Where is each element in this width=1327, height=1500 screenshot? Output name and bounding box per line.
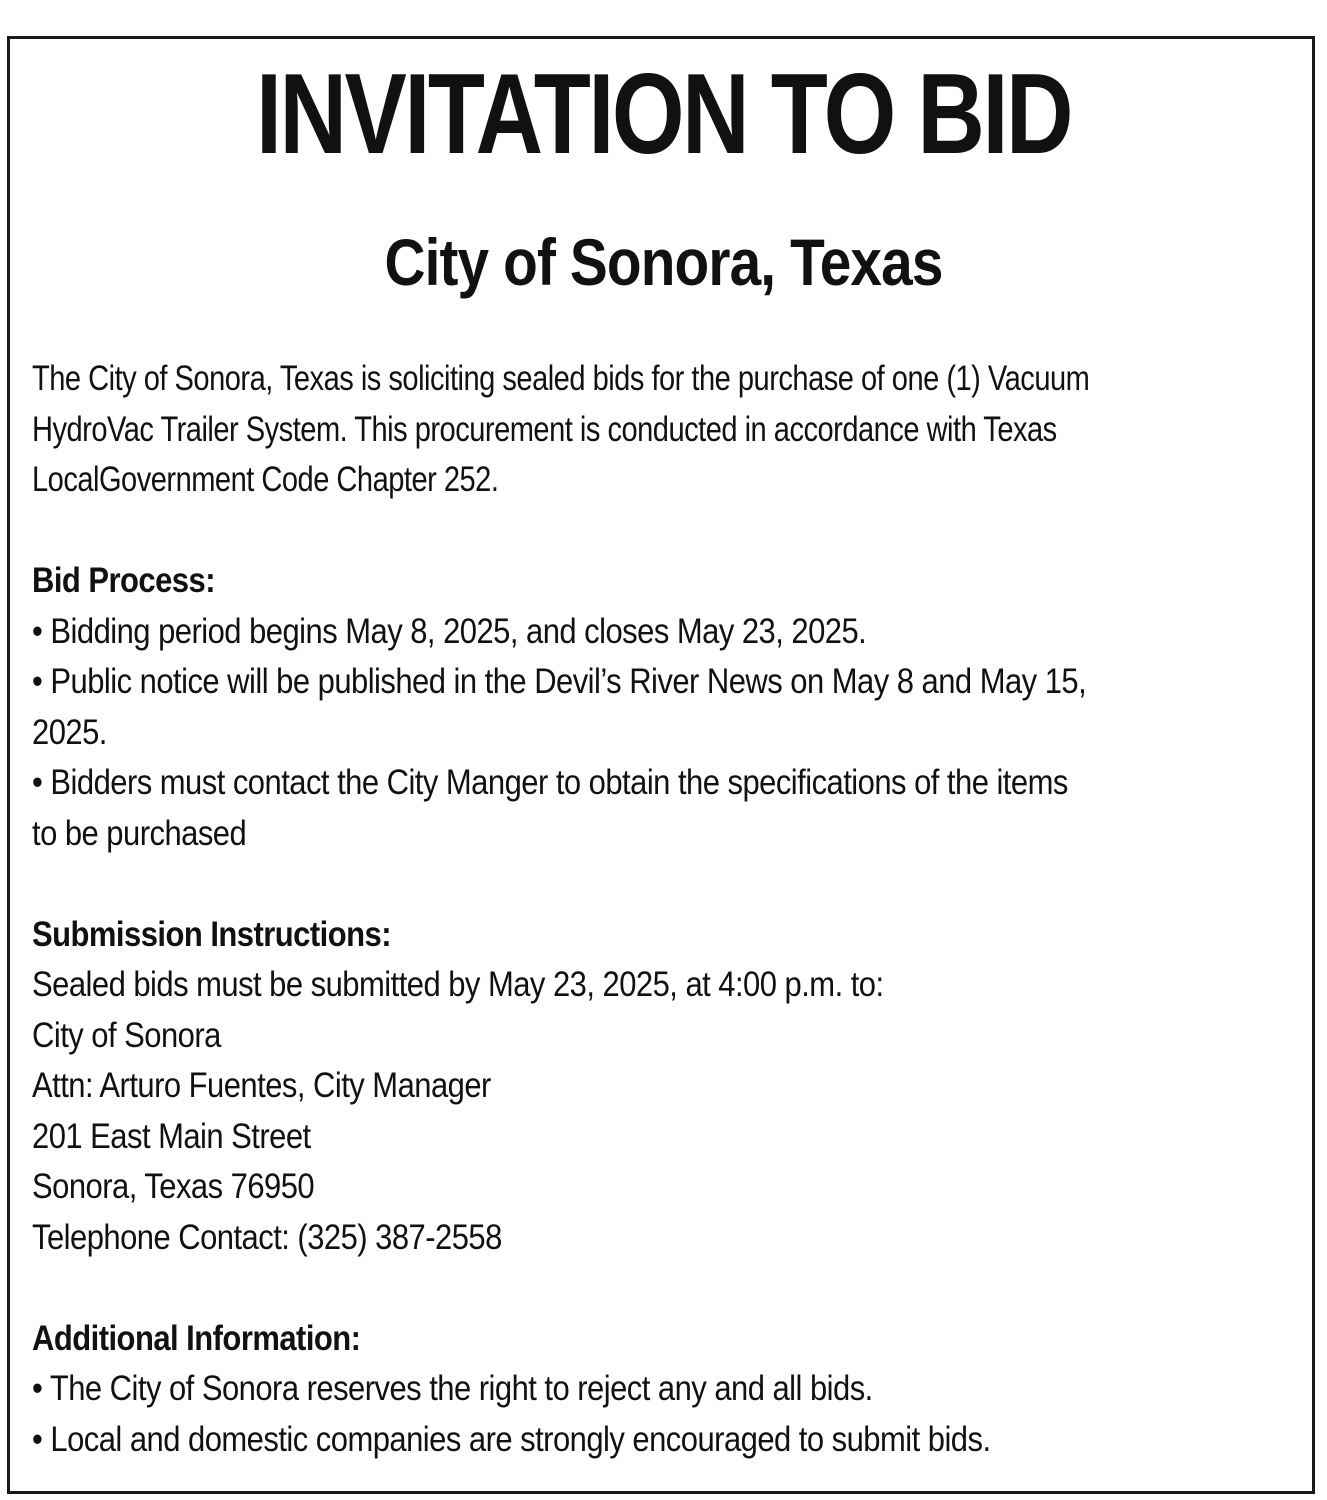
notice-subtitle: City of Sonora, Texas bbox=[384, 225, 943, 299]
additional-info-line: • Local and domestic companies are strongly encouraged to submit bids. bbox=[32, 1419, 991, 1459]
submission-line: City of Sonora bbox=[32, 1015, 221, 1055]
submission-line: Attn: Arturo Fuentes, City Manager bbox=[32, 1066, 491, 1105]
bid-process-section bbox=[32, 556, 1327, 859]
additional-info-line: • The City of Sonora reserves the right to reject any and all bids. bbox=[32, 1369, 873, 1408]
bid-process-line: • Bidding period begins May 8, 2025, and closes May 23, 2025. bbox=[32, 611, 867, 651]
bid-process-line: • Bidders must contact the City Manger to obtain the specifications of the items bbox=[32, 763, 1068, 802]
additional-info-heading: Additional Information: bbox=[32, 1318, 361, 1358]
intro-paragraph bbox=[32, 354, 1327, 506]
notice-title: INVITATION TO BID bbox=[255, 51, 1072, 178]
bid-process-line: • Public notice will be published in the Devil’s River News on May 8 and May 15, bbox=[32, 662, 1087, 701]
bid-process-heading: Bid Process: bbox=[32, 561, 215, 600]
intro-line: LocalGovernment Code Chapter 252. bbox=[32, 460, 499, 499]
bid-process-line: to be purchased bbox=[32, 813, 247, 853]
intro-line: The City of Sonora, Texas is soliciting sealed bids for the purchase of one (1) Vacuum bbox=[32, 359, 1090, 398]
submission-section bbox=[32, 910, 1327, 1264]
submission-line: Telephone Contact: (325) 387-2558 bbox=[32, 1217, 502, 1257]
submission-line: Sealed bids must be submitted by May 23, 2025, at 4:00 p.m. to: bbox=[32, 965, 884, 1004]
additional-info-section bbox=[32, 1314, 1327, 1466]
intro-line: HydroVac Trailer System. This procurement is conducted in accordance with Texas bbox=[32, 409, 1057, 449]
submission-line: Sonora, Texas 76950 bbox=[32, 1167, 315, 1206]
notice-body bbox=[32, 354, 1327, 1465]
bid-process-line: 2025. bbox=[32, 712, 107, 752]
submission-line: 201 East Main Street bbox=[32, 1116, 311, 1156]
submission-heading: Submission Instructions: bbox=[32, 914, 391, 954]
